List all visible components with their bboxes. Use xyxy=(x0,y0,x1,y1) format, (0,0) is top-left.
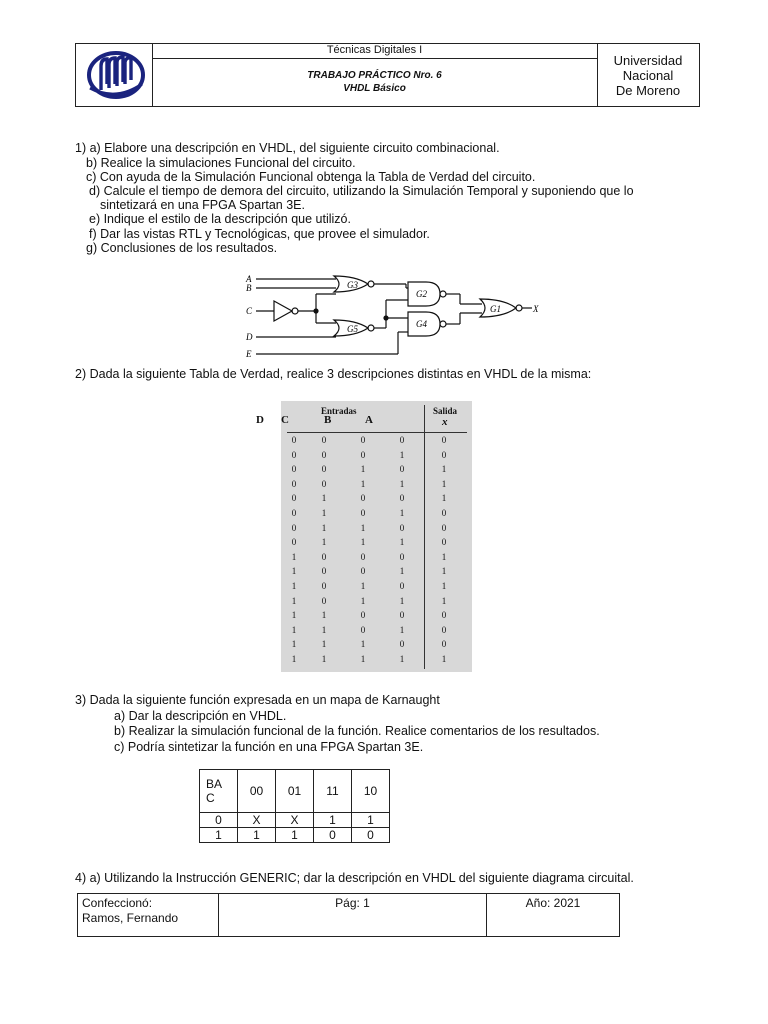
kmap-col-header: 11 xyxy=(314,770,352,813)
input-label-a: A xyxy=(246,274,252,284)
truth-cell: 0 xyxy=(399,551,405,562)
q1-line: sintetizará en una FPGA Spartan 3E. xyxy=(100,198,305,212)
truth-cell: 1 xyxy=(441,464,447,475)
truth-cell: 1 xyxy=(360,537,366,548)
truth-row xyxy=(281,537,472,552)
truth-cell: 1 xyxy=(321,493,327,504)
truth-row xyxy=(281,508,472,523)
university-name xyxy=(597,44,699,106)
truth-header-inputs: Entradas xyxy=(321,406,357,416)
truth-col-b: B xyxy=(324,414,332,426)
truth-cell: 0 xyxy=(441,522,447,533)
truth-col-d: D xyxy=(256,414,264,426)
truth-cell: 0 xyxy=(291,522,297,533)
kmap-cell: 0 xyxy=(352,828,390,843)
truth-cell: 1 xyxy=(360,595,366,606)
truth-cell: 0 xyxy=(360,449,366,460)
truth-cell: 0 xyxy=(360,624,366,635)
kmap-cell: 1 xyxy=(200,828,238,843)
truth-cell: 0 xyxy=(441,435,447,445)
truth-cell: 1 xyxy=(321,522,327,533)
q1-line: c) Con ayuda de la Simulación Funcional obtenga la Tabla de Verdad del circuito. xyxy=(86,170,536,184)
truth-cell: 1 xyxy=(399,654,405,664)
truth-cell: 0 xyxy=(441,508,447,518)
course-name: Técnicas Digitales I xyxy=(152,44,597,59)
truth-row xyxy=(281,450,472,465)
footer-author-name: Ramos, Fernando xyxy=(82,911,179,925)
truth-cell: 1 xyxy=(291,610,297,621)
truth-cell: 1 xyxy=(399,566,405,577)
truth-cell: 0 xyxy=(441,537,447,548)
truth-cell: 0 xyxy=(399,581,405,591)
q2-text: 2) Dada la siguiente Tabla de Verdad, realice 3 descripciones distintas en VHDL de la misma: xyxy=(75,367,592,381)
truth-cell: 1 xyxy=(321,639,327,650)
university-line: Nacional xyxy=(622,68,674,83)
truth-cell: 0 xyxy=(441,449,447,460)
kmap-cell: 1 xyxy=(276,828,314,843)
truth-cell: 1 xyxy=(441,654,447,664)
truth-cell: 1 xyxy=(291,551,297,562)
footer-author-label: Confeccionó: xyxy=(82,896,153,910)
footer-author xyxy=(78,894,219,936)
truth-row xyxy=(281,639,472,654)
truth-cell: 1 xyxy=(399,537,405,548)
truth-cell: 1 xyxy=(360,639,366,650)
q1-line: f) Dar las vistas RTL y Tecnológicas, que provee el simulador. xyxy=(89,227,430,241)
kmap-cell: X xyxy=(276,813,314,828)
truth-cell: 0 xyxy=(321,581,327,591)
truth-cell: 1 xyxy=(399,449,405,460)
truth-cell: 1 xyxy=(441,478,447,489)
kmap-cell: 0 xyxy=(314,828,352,843)
truth-row xyxy=(281,523,472,538)
truth-row xyxy=(281,581,472,596)
truth-cell: 0 xyxy=(321,449,327,460)
truth-cell: 0 xyxy=(321,595,327,606)
q1-line: d) Calcule el tiempo de demora del circuito, utilizando la Simulación Temporal y suponiendo que lo xyxy=(89,184,634,198)
truth-row xyxy=(281,596,472,611)
truth-row xyxy=(281,654,472,669)
gate-label-g5: G5 xyxy=(347,324,358,334)
truth-cell: 0 xyxy=(321,566,327,577)
kmap-col-header: 00 xyxy=(238,770,276,813)
kmap-cell: 1 xyxy=(314,813,352,828)
footer-table xyxy=(77,893,620,937)
university-line: De Moreno xyxy=(615,83,681,98)
input-label-d: D xyxy=(246,332,253,342)
kmap-cell: 1 xyxy=(352,813,390,828)
truth-cell: 1 xyxy=(360,464,366,475)
truth-cell: 0 xyxy=(399,464,405,475)
gate-label-g4: G4 xyxy=(416,319,427,329)
truth-cell: 0 xyxy=(399,610,405,621)
truth-cell: 0 xyxy=(291,508,297,518)
truth-cell: 0 xyxy=(441,624,447,635)
truth-table xyxy=(281,401,472,672)
gate-label-g1: G1 xyxy=(490,304,501,314)
kmap-cell: X xyxy=(238,813,276,828)
truth-row xyxy=(281,493,472,508)
truth-cell: 0 xyxy=(399,639,405,650)
truth-cell: 0 xyxy=(399,493,405,504)
unm-logo-icon xyxy=(76,44,152,106)
gate-label-g3: G3 xyxy=(347,280,358,290)
truth-cell: 1 xyxy=(360,581,366,591)
truth-col-c: C xyxy=(281,414,289,426)
truth-cell: 0 xyxy=(291,493,297,504)
assignment-subtitle: VHDL Básico xyxy=(343,83,406,94)
truth-cell: 1 xyxy=(291,639,297,650)
truth-cell: 0 xyxy=(360,435,366,445)
truth-cell: 1 xyxy=(291,595,297,606)
kmap-col-header: 10 xyxy=(352,770,390,813)
truth-row xyxy=(281,464,472,479)
truth-cell: 0 xyxy=(321,464,327,475)
truth-cell: 1 xyxy=(321,624,327,635)
kmap-col-header: 01 xyxy=(276,770,314,813)
truth-cell: 1 xyxy=(360,522,366,533)
truth-cell: 0 xyxy=(360,508,366,518)
truth-cell: 1 xyxy=(399,624,405,635)
output-label-x: X xyxy=(533,304,539,314)
q1-line: 1) a) Elabore una descripción en VHDL, del siguiente circuito combinacional. xyxy=(75,141,500,155)
q3-line: c) Podría sintetizar la función en una FPGA Spartan 3E. xyxy=(114,740,424,754)
truth-row xyxy=(281,625,472,640)
kmap-corner-top: BA xyxy=(206,777,223,791)
gate-label-g2: G2 xyxy=(416,289,427,299)
truth-cell: 1 xyxy=(441,595,447,606)
truth-cell: 1 xyxy=(441,566,447,577)
input-label-b: B xyxy=(246,283,252,293)
truth-cell: 0 xyxy=(291,435,297,445)
truth-cell: 0 xyxy=(291,478,297,489)
kmap-corner xyxy=(200,770,238,813)
truth-cell: 0 xyxy=(291,537,297,548)
truth-cell: 0 xyxy=(360,610,366,621)
truth-col-x: x xyxy=(442,416,448,428)
truth-cell: 1 xyxy=(291,566,297,577)
truth-cell: 1 xyxy=(321,654,327,664)
karnaugh-map xyxy=(199,769,390,843)
q3-line: b) Realizar la simulación funcional de la función. Realice comentarios de los resultados. xyxy=(114,724,600,738)
truth-cell: 0 xyxy=(291,464,297,475)
truth-row xyxy=(281,566,472,581)
q4-text: 4) a) Utilizando la Instrucción GENERIC; dar la descripción en VHDL del siguiente diagrama circuital. xyxy=(75,871,634,885)
truth-cell: 0 xyxy=(441,610,447,621)
truth-cell: 1 xyxy=(399,478,405,489)
truth-cell: 0 xyxy=(399,522,405,533)
truth-row xyxy=(281,610,472,625)
truth-cell: 1 xyxy=(360,654,366,664)
truth-cell: 0 xyxy=(360,493,366,504)
truth-cell: 1 xyxy=(441,493,447,504)
university-logo xyxy=(76,44,153,106)
header-table xyxy=(75,43,700,107)
truth-row xyxy=(281,435,472,450)
truth-cell: 1 xyxy=(399,508,405,518)
truth-cell: 1 xyxy=(291,654,297,664)
kmap-cell: 0 xyxy=(200,813,238,828)
truth-cell: 1 xyxy=(321,508,327,518)
q1-line: g) Conclusiones de los resultados. xyxy=(86,241,278,255)
truth-row xyxy=(281,552,472,567)
truth-cell: 0 xyxy=(441,639,447,650)
input-label-c: C xyxy=(246,306,253,316)
truth-cell: 1 xyxy=(441,581,447,591)
q3-line: a) Dar la descripción en VHDL. xyxy=(114,709,287,723)
truth-header-output: Salida xyxy=(433,406,458,416)
kmap-corner-bottom: C xyxy=(206,791,215,805)
truth-cell: 1 xyxy=(399,595,405,606)
footer-year: Año: 2021 xyxy=(525,896,581,910)
truth-cell: 0 xyxy=(291,449,297,460)
truth-cell: 0 xyxy=(360,551,366,562)
truth-cell: 0 xyxy=(321,435,327,445)
q1-line: e) Indique el estilo de la descripción que utilizó. xyxy=(89,212,351,226)
assignment-title: TRABAJO PRÁCTICO Nro. 6 xyxy=(307,70,442,81)
truth-cell: 1 xyxy=(291,624,297,635)
truth-cell: 0 xyxy=(399,435,405,445)
input-label-e: E xyxy=(246,349,252,359)
logic-circuit-diagram xyxy=(236,268,546,362)
truth-col-a: A xyxy=(365,414,373,426)
truth-cell: 1 xyxy=(321,537,327,548)
truth-cell: 0 xyxy=(360,566,366,577)
truth-cell: 1 xyxy=(291,581,297,591)
q1-line: b) Realice la simulaciones Funcional del circuito. xyxy=(86,156,356,170)
truth-cell: 0 xyxy=(321,478,327,489)
truth-cell: 1 xyxy=(441,551,447,562)
truth-row xyxy=(281,479,472,494)
truth-cell: 1 xyxy=(360,478,366,489)
truth-divider xyxy=(287,432,467,433)
kmap-cell: 1 xyxy=(238,828,276,843)
footer-page: Pág: 1 xyxy=(219,894,487,936)
truth-cell: 0 xyxy=(321,551,327,562)
university-line: Universidad xyxy=(613,53,683,68)
q3-line: 3) Dada la siguiente función expresada en un mapa de Karnaught xyxy=(75,693,440,707)
header-center xyxy=(152,44,598,106)
truth-cell: 1 xyxy=(321,610,327,621)
